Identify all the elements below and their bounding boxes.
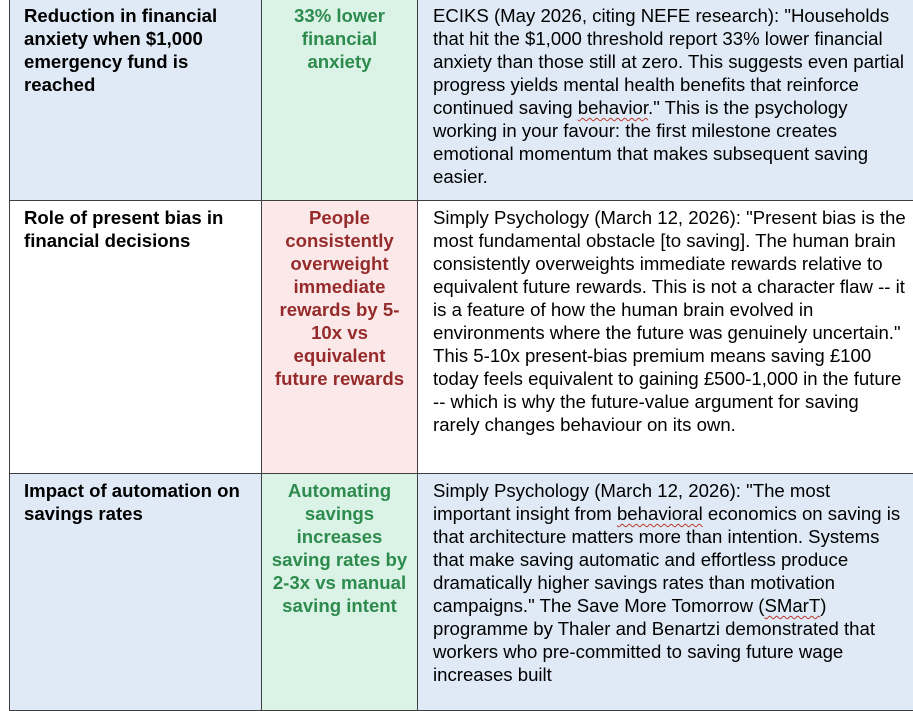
source-text: ." This is the psychology working in your favour: the first milestone creates emotional momentum that makes subsequent saving easier. bbox=[433, 97, 868, 187]
table-row bbox=[10, 474, 913, 711]
value-cell: 33% lower financial anxiety bbox=[262, 0, 418, 201]
spellcheck-flag[interactable]: behavioral bbox=[617, 503, 703, 524]
source-text: Simply Psychology (March 12, 2026): "Present bias is the most fundamental obstacle [to saving]. The human brain consistently overweights immediate rewards relative to equivalent future rewards. This is not a character flaw -- it is a feature of how the human brain evolved in environments where the future was genuinely uncertain." This 5-10x present-bias premium means saving £100 today feels equivalent to gaining £500-1,000 in the future -- which is why the future-value argument for saving rarely changes behaviour on its own. bbox=[433, 207, 906, 435]
value-cell: People consistently overweight immediate rewards by 5-10x vs equivalent future rewards bbox=[262, 201, 418, 474]
value-cell: Automating savings increases saving rates by 2-3x vs manual saving intent bbox=[262, 474, 418, 711]
metric-cell: Role of present bias in financial decisions bbox=[10, 201, 262, 474]
evidence-table bbox=[9, 0, 913, 711]
metric-cell: Reduction in financial anxiety when $1,000 emergency fund is reached bbox=[10, 0, 262, 201]
metric-cell: Impact of automation on savings rates bbox=[10, 474, 262, 711]
source-cell bbox=[418, 474, 913, 711]
source-cell bbox=[418, 201, 913, 474]
source-text: Simply Psychology (March 12, 2026): "The most important insight from bbox=[433, 480, 830, 524]
spellcheck-flag[interactable]: behavior bbox=[578, 97, 648, 118]
spellcheck-flag[interactable]: SMarT bbox=[764, 595, 820, 616]
table-row bbox=[10, 0, 913, 201]
source-text: ECIKS (May 2026, citing NEFE research): "Households that hit the $1,000 threshold report 33% lower financial anxiety than those still at zero. This suggests even partial progress yields mental health benefits that reinforce continued saving bbox=[433, 5, 904, 118]
source-cell bbox=[418, 0, 913, 201]
source-text: ) programme by Thaler and Benartzi demonstrated that workers who pre-committed to saving future wage increases built bbox=[433, 595, 875, 685]
source-text: economics on saving is that architecture matters more than intention. Systems that make saving automatic and effortless produce dramatically higher savings rates than motivation campaigns." The Save More Tomorrow ( bbox=[433, 503, 900, 616]
table-row bbox=[10, 201, 913, 474]
